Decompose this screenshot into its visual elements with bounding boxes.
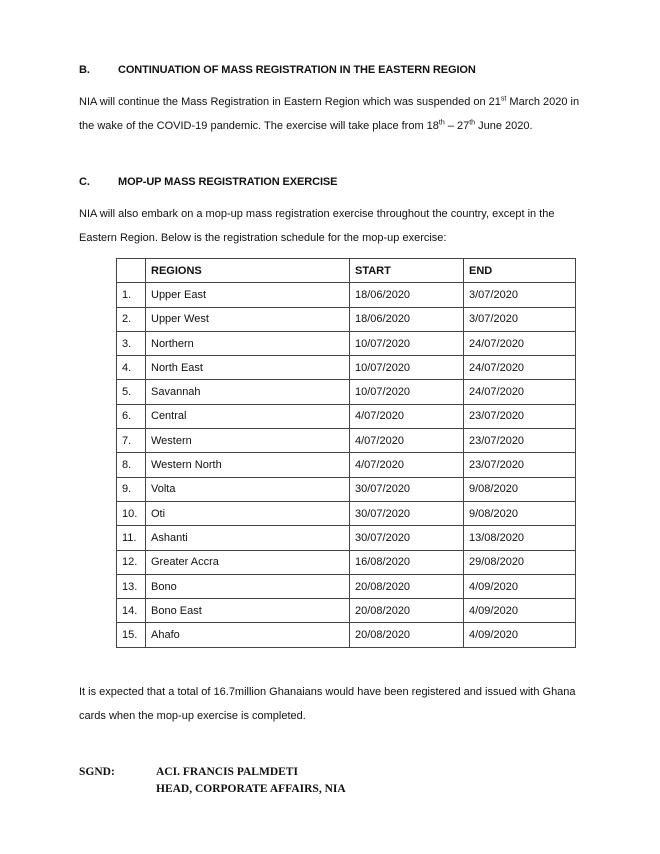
row-region: Greater Accra	[146, 550, 350, 574]
row-start: 4/07/2020	[350, 404, 464, 428]
row-region: Ashanti	[146, 526, 350, 550]
row-region: Western	[146, 429, 350, 453]
closing-paragraph: It is expected that a total of 16.7million Ghanaians would have been registered and issued with Ghana cards when the mop-up exercise is completed.	[79, 686, 576, 722]
row-num: 5.	[117, 380, 146, 404]
row-end: 4/09/2020	[464, 623, 576, 647]
row-start: 4/07/2020	[350, 429, 464, 453]
row-start: 4/07/2020	[350, 453, 464, 477]
section-b-letter: B.	[79, 64, 90, 76]
table-row	[117, 623, 576, 647]
registration-schedule-table	[116, 258, 576, 648]
row-num: 1.	[117, 283, 146, 307]
row-start: 20/08/2020	[350, 623, 464, 647]
section-b-sup-1: st	[500, 95, 507, 103]
section-b-title: CONTINUATION OF MASS REGISTRATION IN THE EASTERN REGION	[118, 64, 476, 76]
row-start: 30/07/2020	[350, 526, 464, 550]
row-region: North East	[146, 356, 350, 380]
table-row	[117, 550, 576, 574]
row-start: 10/07/2020	[350, 356, 464, 380]
section-b-sup-2: th	[438, 119, 445, 127]
row-num: 15.	[117, 623, 146, 647]
signatory-name: ACI. FRANCIS PALMDETI	[156, 766, 298, 778]
row-end: 24/07/2020	[464, 356, 576, 380]
table-row	[117, 331, 576, 355]
row-end: 9/08/2020	[464, 501, 576, 525]
row-end: 23/07/2020	[464, 404, 576, 428]
row-num: 2.	[117, 307, 146, 331]
row-end: 3/07/2020	[464, 283, 576, 307]
row-region: Savannah	[146, 380, 350, 404]
section-b-text-3: – 27	[444, 120, 470, 132]
row-num: 11.	[117, 526, 146, 550]
row-end: 4/09/2020	[464, 574, 576, 598]
header-regions: REGIONS	[146, 259, 350, 283]
section-b-text-2: March 2020 in the wake of the COVID-19 pandemic. The exercise will take place from 18	[79, 96, 580, 132]
section-b-paragraph	[79, 90, 584, 138]
row-end: 4/09/2020	[464, 599, 576, 623]
table-row	[117, 501, 576, 525]
table-row	[117, 599, 576, 623]
header-num	[117, 259, 146, 283]
signature-label: SGND:	[79, 766, 115, 778]
row-end: 13/08/2020	[464, 526, 576, 550]
row-num: 10.	[117, 501, 146, 525]
row-end: 9/08/2020	[464, 477, 576, 501]
row-region: Ahafo	[146, 623, 350, 647]
row-region: Upper West	[146, 307, 350, 331]
row-region: Volta	[146, 477, 350, 501]
row-end: 24/07/2020	[464, 380, 576, 404]
row-start: 10/07/2020	[350, 331, 464, 355]
row-end: 23/07/2020	[464, 453, 576, 477]
row-start: 20/08/2020	[350, 599, 464, 623]
section-b-text-1: NIA will continue the Mass Registration in Eastern Region which was suspended on 21	[79, 96, 501, 108]
table-row	[117, 574, 576, 598]
row-end: 3/07/2020	[464, 307, 576, 331]
table-row	[117, 429, 576, 453]
row-start: 10/07/2020	[350, 380, 464, 404]
table-row	[117, 453, 576, 477]
table-row	[117, 404, 576, 428]
table-row	[117, 477, 576, 501]
table-row	[117, 307, 576, 331]
row-region: Upper East	[146, 283, 350, 307]
row-num: 8.	[117, 453, 146, 477]
row-num: 4.	[117, 356, 146, 380]
signatory-position: HEAD, CORPORATE AFFAIRS, NIA	[156, 783, 346, 795]
table-row	[117, 283, 576, 307]
row-end: 29/08/2020	[464, 550, 576, 574]
row-start: 16/08/2020	[350, 550, 464, 574]
row-end: 24/07/2020	[464, 331, 576, 355]
row-region: Oti	[146, 501, 350, 525]
row-num: 9.	[117, 477, 146, 501]
table-row	[117, 526, 576, 550]
row-region: Central	[146, 404, 350, 428]
row-start: 18/06/2020	[350, 307, 464, 331]
row-num: 6.	[117, 404, 146, 428]
header-end: END	[464, 259, 576, 283]
row-start: 30/07/2020	[350, 501, 464, 525]
row-start: 30/07/2020	[350, 477, 464, 501]
header-start: START	[350, 259, 464, 283]
section-c-title: MOP-UP MASS REGISTRATION EXERCISE	[118, 176, 338, 188]
row-num: 3.	[117, 331, 146, 355]
section-b-text-4: June 2020.	[475, 120, 533, 132]
section-c-letter: C.	[79, 176, 90, 188]
row-region: Northern	[146, 331, 350, 355]
row-region: Bono	[146, 574, 350, 598]
row-num: 12.	[117, 550, 146, 574]
row-start: 20/08/2020	[350, 574, 464, 598]
row-start: 18/06/2020	[350, 283, 464, 307]
row-region: Bono East	[146, 599, 350, 623]
section-b-sup-3: th	[469, 119, 476, 127]
row-num: 13.	[117, 574, 146, 598]
row-end: 23/07/2020	[464, 429, 576, 453]
row-num: 14.	[117, 599, 146, 623]
row-num: 7.	[117, 429, 146, 453]
table-row	[117, 380, 576, 404]
table-row	[117, 356, 576, 380]
row-region: Western North	[146, 453, 350, 477]
section-c-paragraph: NIA will also embark on a mop-up mass registration exercise throughout the country, except in the Eastern Region. Below is the registration schedule for the mop-up exercise:	[79, 208, 555, 244]
table-header-row	[117, 259, 576, 283]
